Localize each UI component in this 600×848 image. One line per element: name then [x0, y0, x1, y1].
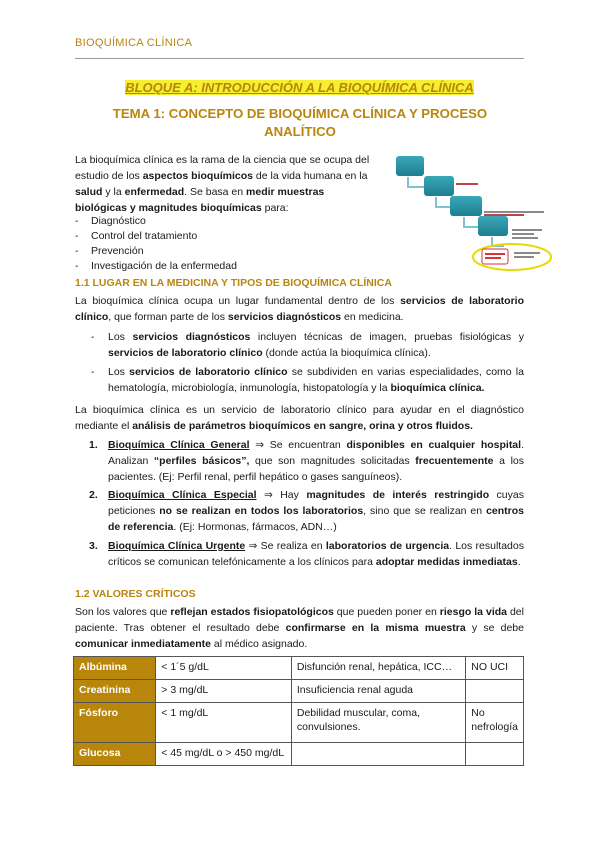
dash-marker: -: [91, 366, 95, 378]
item-title: Bioquímica Clínica General: [108, 439, 250, 451]
text: . Analizan: [108, 439, 524, 467]
text: incluyen técnicas de imagen, pruebas fisiológicas y: [250, 331, 524, 343]
table-cell: < 1 mg/dL: [156, 703, 292, 743]
text: . Los resultados críticos se comunican telefónicamente a los clínicos para: [108, 540, 524, 568]
bold-text: disponibles en cualquier hospital: [346, 439, 522, 451]
bold-text: enfermedad: [124, 186, 185, 198]
process-diagram-image: [392, 153, 552, 275]
bold-text: servicios de laboratorio clínico: [129, 366, 288, 378]
diagram-step-box: [478, 216, 508, 236]
bold-text: frecuentemente: [415, 455, 494, 467]
section2-paragraph: [75, 604, 524, 652]
text: al médico asignado.: [210, 638, 308, 650]
text: que pueden poner en: [333, 606, 440, 618]
bold-text: servicios diagnósticos: [227, 311, 342, 323]
table-cell-parameter: Glucosa: [74, 743, 156, 766]
table-row: [74, 743, 524, 766]
text: . (Ej: Hormonas, fármacos, ADN…): [173, 521, 337, 533]
table-cell-parameter: Creatinina: [74, 680, 156, 703]
text: para:: [261, 202, 289, 214]
table-cell: < 45 mg/dL o > 450 mg/dL: [156, 743, 292, 766]
bold-text: magnitudes de interés restringido: [306, 489, 490, 501]
dash-item-text: [108, 364, 524, 396]
diagram-note-line: [514, 256, 534, 258]
table-cell: [466, 680, 524, 703]
text: .: [517, 556, 521, 568]
bold-text: laboratorios de urgencia: [325, 540, 450, 552]
text: en medicina.: [341, 311, 404, 323]
numbered-item-especial: [75, 487, 524, 535]
item-title: Bioquímica Clínica Urgente: [108, 540, 246, 552]
text: que son magnitudes solicitadas: [249, 455, 416, 467]
table-cell: [466, 743, 524, 766]
bold-text: salud: [75, 186, 103, 198]
header-divider: [75, 58, 524, 59]
diagram-note-line: [484, 211, 544, 213]
text: y se debe: [465, 622, 524, 634]
item-text: [108, 437, 524, 485]
bold-text: riesgo la vida: [439, 606, 507, 618]
text: La bioquímica clínica es un servicio de laboratorio clínico para ayudar en el diagnóstico mediante el: [75, 404, 524, 432]
section1-paragraph-1: [75, 293, 524, 325]
text: cuyas peticiones: [108, 489, 524, 517]
diagram-note-line: [512, 233, 534, 235]
block-title-text: BLOQUE A: INTRODUCCIÓN A LA BIOQUÍMICA CLÍNICA: [125, 80, 474, 95]
text: , que forman parte de los: [108, 311, 228, 323]
intro-list: [75, 214, 237, 274]
dash-item-text: [108, 329, 524, 361]
list-item: - Prevención: [75, 244, 237, 259]
dash-marker: -: [91, 331, 95, 343]
table-cell-parameter: Fósforo: [74, 703, 156, 743]
bold-text: centros de referencia: [108, 505, 524, 533]
section-heading-1-2: 1.2 VALORES CRÍTICOS: [75, 588, 196, 600]
numbered-item-general: [75, 437, 524, 485]
numbered-item-urgente: [75, 538, 524, 570]
text: , sino que se realizan en: [363, 505, 487, 517]
item-number: 3.: [89, 540, 98, 552]
table-cell: Debilidad muscular, coma, convulsiones.: [291, 703, 465, 743]
list-item: - Control del tratamiento: [75, 229, 237, 244]
diagram-step-box: [450, 196, 482, 216]
table-row: [74, 703, 524, 743]
diagram-note-line: [514, 252, 540, 254]
text: se subdividen en varias especialidades, como la hematología, microbiología, inmunología, histopatología y la: [108, 366, 524, 394]
text: La bioquímica clínica ocupa un lugar fundamental dentro de los: [75, 295, 401, 307]
text: a los pacientes. (Ej: Perfil renal, perfil hepático o gases sanguíneos).: [108, 455, 524, 483]
text: y la: [102, 186, 125, 198]
table-cell-parameter: Albúmina: [74, 657, 156, 680]
table-cell: Disfunción renal, hepática, ICC…: [291, 657, 465, 680]
section1-paragraph-2: [75, 402, 524, 434]
bold-text: servicios de laboratorio clínico: [75, 295, 524, 323]
table-row: [74, 680, 524, 703]
bold-text: servicios de laboratorio clínico: [108, 347, 263, 359]
dash-list-item: [75, 364, 524, 396]
list-item: - Investigación de la enfermedad: [75, 259, 237, 274]
diagram-note-line: [484, 214, 524, 216]
item-title: Bioquímica Clínica Especial: [108, 489, 257, 501]
intro-paragraph: [75, 152, 377, 216]
table-cell: No nefrología: [466, 703, 524, 743]
table-cell: [291, 743, 465, 766]
text: del paciente. Tras obtener el resultado debe: [75, 606, 524, 634]
text: ⇒ Hay: [256, 489, 307, 501]
bold-text: comunicar inmediatamente: [75, 638, 211, 650]
table-cell: > 3 mg/dL: [156, 680, 292, 703]
section-heading-1-1: 1.1 LUGAR EN LA MEDICINA Y TIPOS DE BIOQUÍMICA CLÍNICA: [75, 277, 392, 289]
text: Son los valores que: [75, 606, 171, 618]
diagram-step-box: [424, 176, 454, 196]
table-cell: NO UCI: [466, 657, 524, 680]
diagram-note-line: [456, 183, 478, 185]
bold-text: no se realizan en todos los laboratorios: [159, 505, 364, 517]
bold-text: análisis de parámetros bioquímicos en sangre, orina y otros fluidos.: [132, 420, 473, 432]
text: (donde actúa la bioquímica clínica).: [262, 347, 431, 359]
bold-text: adoptar medidas inmediatas: [375, 556, 518, 568]
bold-text: medir muestras biológicas y magnitudes bioquímicas: [75, 186, 325, 214]
critical-values-table: [73, 656, 524, 766]
text: de la vida humana en la: [253, 170, 368, 182]
diagram-mark: [485, 257, 501, 259]
text: . Se basa en: [184, 186, 247, 198]
text: Los: [108, 331, 133, 343]
text: ⇒ Se realiza en: [245, 540, 326, 552]
bold-text: confirmarse en la misma muestra: [285, 622, 466, 634]
list-item: - Diagnóstico: [75, 214, 237, 229]
text: Los: [108, 366, 130, 378]
item-number: 1.: [89, 439, 98, 451]
diagram-step-box: [482, 249, 508, 264]
item-text: [108, 487, 524, 535]
bold-text: bioquímica clínica.: [390, 382, 485, 394]
tema-title: TEMA 1: CONCEPTO DE BIOQUÍMICA CLÍNICA Y PROCESO ANALÍTICO: [112, 106, 488, 139]
text: La bioquímica clínica es la rama de la ciencia que se ocupa del estudio de los: [75, 154, 370, 182]
text: ⇒ Se encuentran: [249, 439, 347, 451]
item-number: 2.: [89, 489, 98, 501]
diagram-note-line: [512, 229, 542, 231]
bold-text: servicios diagnósticos: [132, 331, 251, 343]
diagram-note-line: [512, 237, 538, 239]
table-row: [74, 657, 524, 680]
table-cell: < 1´5 g/dL: [156, 657, 292, 680]
diagram-step-box: [396, 156, 424, 176]
block-title: [75, 80, 524, 95]
diagram-mark: [485, 253, 505, 255]
bold-text: aspectos bioquímicos: [142, 170, 253, 182]
table-cell: Insuficiencia renal aguda: [291, 680, 465, 703]
bold-text: reflejan estados fisiopatológicos: [170, 606, 334, 618]
running-header: BIOQUÍMICA CLÍNICA: [75, 37, 193, 49]
item-text: [108, 538, 524, 570]
dash-list-item: [75, 329, 524, 361]
bold-text: “perfiles básicos”,: [153, 455, 250, 467]
